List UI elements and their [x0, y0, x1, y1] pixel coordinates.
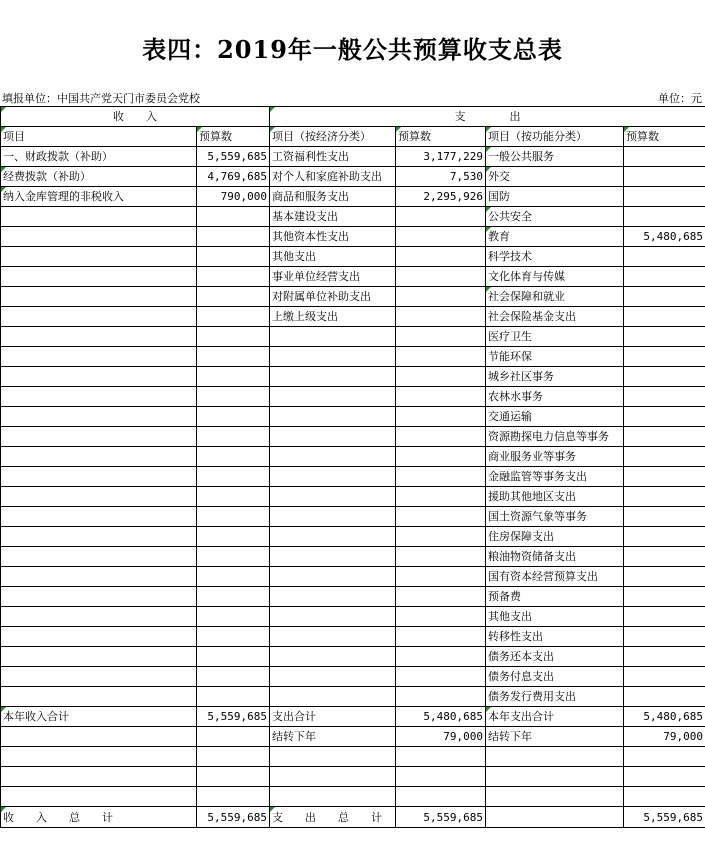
income-item-cell: 收 入 总 计: [1, 807, 197, 828]
income-item-cell: [1, 607, 197, 627]
econ-budget-cell: 7,530: [396, 167, 486, 187]
income-budget-cell: [197, 207, 270, 227]
income-item-cell: [1, 567, 197, 587]
econ-budget-cell: [396, 247, 486, 267]
table-row: [1, 147, 705, 167]
income-item-cell: [1, 507, 197, 527]
econ-item-cell: [270, 667, 396, 687]
econ-budget-cell: 5,480,685: [396, 707, 486, 727]
econ-budget-cell: [396, 387, 486, 407]
func-budget-cell: [624, 487, 705, 507]
econ-budget-cell: [396, 487, 486, 507]
income-budget-cell: 5,559,685: [197, 147, 270, 167]
func-item-cell: 转移性支出: [486, 627, 624, 647]
econ-item-cell: 支出合计: [270, 707, 396, 727]
income-budget-cell: [197, 267, 270, 287]
econ-item-cell: 对个人和家庭补助支出: [270, 167, 396, 187]
func-item-cell: 债务付息支出: [486, 667, 624, 687]
econ-budget-cell: 3,177,229: [396, 147, 486, 167]
func-item-cell: 公共安全: [486, 207, 624, 227]
table-row: [1, 767, 705, 787]
table-row: [1, 667, 705, 687]
func-budget-cell: 5,480,685: [624, 707, 705, 727]
econ-budget-cell: [396, 347, 486, 367]
income-item-cell: [1, 787, 197, 807]
econ-item-cell: [270, 607, 396, 627]
table-row: [1, 227, 705, 247]
table-row: [1, 287, 705, 307]
func-item-cell: 农林水事务: [486, 387, 624, 407]
func-item-cell: 科学技术: [486, 247, 624, 267]
func-item-cell: 债务发行费用支出: [486, 687, 624, 707]
income-budget-cell: [197, 487, 270, 507]
func-budget-cell: 5,559,685: [624, 807, 705, 828]
table-row: [1, 307, 705, 327]
table-row: [1, 627, 705, 647]
currency-unit: 单位：元: [658, 92, 702, 105]
econ-budget-cell: [396, 307, 486, 327]
econ-item-cell: [270, 527, 396, 547]
income-budget-cell: [197, 287, 270, 307]
econ-item-cell: 商品和服务支出: [270, 187, 396, 207]
econ-budget-cell: [396, 407, 486, 427]
table-row: [1, 367, 705, 387]
table-row: [1, 487, 705, 507]
func-budget-cell: [624, 587, 705, 607]
econ-budget-cell: [396, 687, 486, 707]
income-item-cell: 一、财政拨款（补助）: [1, 147, 197, 167]
income-budget-cell: [197, 767, 270, 787]
econ-item-cell: [270, 487, 396, 507]
income-header: 收 入: [1, 107, 270, 127]
table-row: [1, 547, 705, 567]
func-item-cell: 援助其他地区支出: [486, 487, 624, 507]
econ-item-cell: [270, 547, 396, 567]
income-budget-cell: [197, 327, 270, 347]
func-item-cell: 国土资源气象等事务: [486, 507, 624, 527]
table-row: [1, 467, 705, 487]
econ-item-cell: [270, 367, 396, 387]
econ-budget-cell: [396, 747, 486, 767]
econ-item-cell: 支 出 总 计: [270, 807, 396, 828]
income-item-cell: 纳入金库管理的非税收入: [1, 187, 197, 207]
func-budget-cell: [624, 787, 705, 807]
func-budget-cell: [624, 567, 705, 587]
income-item-cell: [1, 667, 197, 687]
col-income-budget: 预算数: [197, 127, 270, 147]
func-budget-cell: [624, 547, 705, 567]
func-item-cell: 教育: [486, 227, 624, 247]
income-item-cell: [1, 347, 197, 367]
income-budget-cell: [197, 587, 270, 607]
func-item-cell: 国有资本经营预算支出: [486, 567, 624, 587]
income-budget-cell: [197, 227, 270, 247]
income-budget-cell: [197, 627, 270, 647]
econ-budget-cell: [396, 567, 486, 587]
income-item-cell: [1, 367, 197, 387]
func-item-cell: 社会保障和就业: [486, 287, 624, 307]
econ-budget-cell: [396, 527, 486, 547]
econ-item-cell: 其他支出: [270, 247, 396, 267]
income-item-cell: [1, 227, 197, 247]
econ-budget-cell: 79,000: [396, 727, 486, 747]
income-budget-cell: [197, 547, 270, 567]
income-item-cell: [1, 247, 197, 267]
income-budget-cell: [197, 447, 270, 467]
econ-budget-cell: [396, 587, 486, 607]
income-item-cell: [1, 587, 197, 607]
econ-item-cell: [270, 787, 396, 807]
income-budget-cell: [197, 567, 270, 587]
income-budget-cell: [197, 747, 270, 767]
econ-budget-cell: [396, 427, 486, 447]
func-budget-cell: [624, 667, 705, 687]
func-item-cell: 资源勘探电力信息等事务: [486, 427, 624, 447]
econ-budget-cell: [396, 667, 486, 687]
col-econ-item: 项目（按经济分类）: [270, 127, 396, 147]
table-row: [1, 447, 705, 467]
func-budget-cell: 79,000: [624, 727, 705, 747]
table-row: [1, 267, 705, 287]
econ-budget-cell: [396, 607, 486, 627]
func-item-cell: [486, 747, 624, 767]
econ-budget-cell: [396, 547, 486, 567]
income-item-cell: [1, 207, 197, 227]
table-row: [1, 747, 705, 767]
econ-budget-cell: [396, 507, 486, 527]
func-budget-cell: [624, 627, 705, 647]
econ-item-cell: 上缴上级支出: [270, 307, 396, 327]
income-item-cell: [1, 547, 197, 567]
func-budget-cell: [624, 687, 705, 707]
income-budget-cell: 5,559,685: [197, 707, 270, 727]
income-budget-cell: 4,769,685: [197, 167, 270, 187]
table-row: [1, 427, 705, 447]
income-budget-cell: [197, 367, 270, 387]
econ-budget-cell: [396, 287, 486, 307]
func-item-cell: 粮油物资储备支出: [486, 547, 624, 567]
econ-budget-cell: [396, 767, 486, 787]
econ-budget-cell: [396, 627, 486, 647]
func-item-cell: 债务还本支出: [486, 647, 624, 667]
econ-item-cell: [270, 407, 396, 427]
income-item-cell: 经费拨款（补助）: [1, 167, 197, 187]
income-budget-cell: [197, 787, 270, 807]
econ-item-cell: [270, 467, 396, 487]
econ-item-cell: [270, 447, 396, 467]
income-budget-cell: [197, 507, 270, 527]
col-func-budget: 预算数: [624, 127, 705, 147]
func-item-cell: 本年支出合计: [486, 707, 624, 727]
econ-budget-cell: 2,295,926: [396, 187, 486, 207]
econ-item-cell: 其他资本性支出: [270, 227, 396, 247]
income-budget-cell: [197, 647, 270, 667]
income-item-cell: [1, 307, 197, 327]
func-item-cell: 预备费: [486, 587, 624, 607]
func-budget-cell: [624, 647, 705, 667]
func-item-cell: 其他支出: [486, 607, 624, 627]
income-budget-cell: [197, 387, 270, 407]
income-item-cell: [1, 467, 197, 487]
func-budget-cell: [624, 147, 705, 167]
table-row: [1, 687, 705, 707]
col-income-item: 项目: [1, 127, 197, 147]
econ-item-cell: 事业单位经营支出: [270, 267, 396, 287]
func-item-cell: 城乡社区事务: [486, 367, 624, 387]
func-item-cell: [486, 767, 624, 787]
income-item-cell: [1, 387, 197, 407]
func-budget-cell: [624, 327, 705, 347]
income-budget-cell: [197, 727, 270, 747]
income-item-cell: [1, 627, 197, 647]
table-row: [1, 247, 705, 267]
func-item-cell: 商业服务业等事务: [486, 447, 624, 467]
income-item-cell: 本年收入合计: [1, 707, 197, 727]
table-row: [1, 407, 705, 427]
func-item-cell: 外交: [486, 167, 624, 187]
expense-header: 支 出: [270, 107, 705, 127]
table-row: [1, 567, 705, 587]
func-item-cell: 结转下年: [486, 727, 624, 747]
func-budget-cell: [624, 347, 705, 367]
func-item-cell: 一般公共服务: [486, 147, 624, 167]
table-row: [1, 807, 705, 828]
func-budget-cell: [624, 467, 705, 487]
econ-item-cell: [270, 647, 396, 667]
econ-item-cell: [270, 347, 396, 367]
func-budget-cell: [624, 387, 705, 407]
income-item-cell: [1, 487, 197, 507]
table-row: [1, 727, 705, 747]
table-row: [1, 607, 705, 627]
income-budget-cell: [197, 347, 270, 367]
income-budget-cell: 5,559,685: [197, 807, 270, 828]
func-item-cell: [486, 787, 624, 807]
income-budget-cell: [197, 247, 270, 267]
econ-budget-cell: [396, 207, 486, 227]
income-item-cell: [1, 447, 197, 467]
func-budget-cell: [624, 767, 705, 787]
table-row: [1, 527, 705, 547]
col-econ-budget: 预算数: [396, 127, 486, 147]
econ-item-cell: [270, 387, 396, 407]
income-item-cell: [1, 747, 197, 767]
func-item-cell: 节能环保: [486, 347, 624, 367]
econ-budget-cell: [396, 447, 486, 467]
func-budget-cell: [624, 507, 705, 527]
econ-item-cell: [270, 687, 396, 707]
income-budget-cell: [197, 307, 270, 327]
table-row: [1, 647, 705, 667]
income-budget-cell: [197, 687, 270, 707]
econ-item-cell: [270, 327, 396, 347]
func-item-cell: 住房保障支出: [486, 527, 624, 547]
econ-item-cell: [270, 567, 396, 587]
func-budget-cell: [624, 407, 705, 427]
table-row: [1, 167, 705, 187]
budget-table: [0, 106, 705, 828]
econ-budget-cell: [396, 367, 486, 387]
econ-item-cell: [270, 747, 396, 767]
income-budget-cell: [197, 427, 270, 447]
table-row: [1, 507, 705, 527]
func-item-cell: 文化体育与传媒: [486, 267, 624, 287]
func-item-cell: [486, 807, 624, 828]
econ-budget-cell: 5,559,685: [396, 807, 486, 828]
func-budget-cell: [624, 427, 705, 447]
income-budget-cell: [197, 527, 270, 547]
table-row: [1, 587, 705, 607]
econ-item-cell: [270, 767, 396, 787]
econ-item-cell: 对附属单位补助支出: [270, 287, 396, 307]
func-budget-cell: [624, 447, 705, 467]
func-item-cell: 社会保险基金支出: [486, 307, 624, 327]
table-row: [1, 387, 705, 407]
table-row: [1, 327, 705, 347]
income-budget-cell: [197, 407, 270, 427]
func-item-cell: 交通运输: [486, 407, 624, 427]
func-budget-cell: [624, 307, 705, 327]
table-row: [1, 187, 705, 207]
income-item-cell: [1, 267, 197, 287]
econ-item-cell: [270, 427, 396, 447]
income-item-cell: [1, 327, 197, 347]
func-item-cell: 国防: [486, 187, 624, 207]
income-budget-cell: [197, 607, 270, 627]
econ-budget-cell: [396, 227, 486, 247]
econ-item-cell: [270, 587, 396, 607]
income-budget-cell: [197, 667, 270, 687]
func-budget-cell: [624, 267, 705, 287]
income-budget-cell: 790,000: [197, 187, 270, 207]
table-row: [1, 207, 705, 227]
table-row: [1, 787, 705, 807]
func-budget-cell: [624, 207, 705, 227]
econ-budget-cell: [396, 647, 486, 667]
reporting-unit: 填报单位：中国共产党天门市委员会党校: [2, 92, 200, 105]
econ-budget-cell: [396, 787, 486, 807]
func-budget-cell: [624, 607, 705, 627]
func-budget-cell: [624, 187, 705, 207]
func-item-cell: 医疗卫生: [486, 327, 624, 347]
econ-item-cell: [270, 507, 396, 527]
func-budget-cell: [624, 527, 705, 547]
income-item-cell: [1, 767, 197, 787]
econ-budget-cell: [396, 327, 486, 347]
func-budget-cell: 5,480,685: [624, 227, 705, 247]
econ-item-cell: 基本建设支出: [270, 207, 396, 227]
func-budget-cell: [624, 247, 705, 267]
econ-item-cell: 结转下年: [270, 727, 396, 747]
page-title: 表四：2019年一般公共预算收支总表: [142, 35, 563, 64]
func-item-cell: 金融监管等事务支出: [486, 467, 624, 487]
func-budget-cell: [624, 287, 705, 307]
income-budget-cell: [197, 467, 270, 487]
income-item-cell: [1, 287, 197, 307]
func-budget-cell: [624, 747, 705, 767]
table-row: [1, 347, 705, 367]
table-row: [1, 707, 705, 727]
econ-budget-cell: [396, 467, 486, 487]
income-item-cell: [1, 687, 197, 707]
econ-item-cell: 工资福利性支出: [270, 147, 396, 167]
income-item-cell: [1, 527, 197, 547]
econ-item-cell: [270, 627, 396, 647]
income-item-cell: [1, 727, 197, 747]
section-header-row: [1, 107, 705, 127]
econ-budget-cell: [396, 267, 486, 287]
col-func-item: 项目（按功能分类）: [486, 127, 624, 147]
func-budget-cell: [624, 367, 705, 387]
func-budget-cell: [624, 167, 705, 187]
income-item-cell: [1, 427, 197, 447]
income-item-cell: [1, 647, 197, 667]
column-header-row: [1, 127, 705, 147]
income-item-cell: [1, 407, 197, 427]
